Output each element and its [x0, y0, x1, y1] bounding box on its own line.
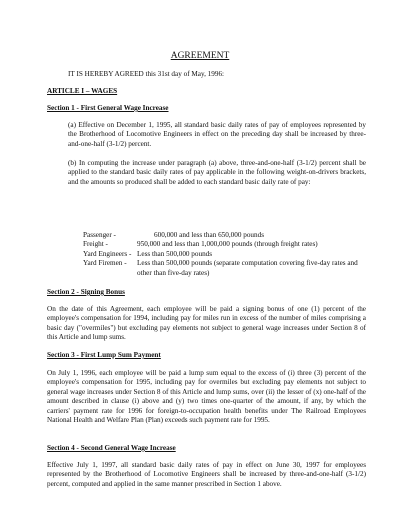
- weight-row-passenger: [83, 231, 373, 240]
- weight-label: Freight -: [83, 240, 108, 249]
- weight-value: Less than 500,000 pounds (separate computation covering five-day rates and other than five-day rates): [137, 259, 358, 277]
- intro-line: IT IS HEREBY AGREED this 31st day of May, 1996:: [68, 70, 225, 78]
- weight-row-yard-firemen: [83, 259, 373, 278]
- section-1-paragraph-b: (b) In computing the increase under paragraph (a) above, three-and-one-half (3-1/2) percent shall be applied to the standard basic daily rates of pay applicable in the following weight-on-drivers brackets, and the amounts so produced shall be added to each standard basic daily rate of pay:: [68, 159, 366, 186]
- section-4-paragraph: Effective July 1, 1997, all standard basic daily rates of pay in effect on June 30, 1997 for employees represented by the Brotherhood of Locomotive Engineers shall be increased by three-and-one-half (3-1/2) percent, computed and applied in the same manner prescribed in Section 1 above.: [47, 461, 366, 488]
- section-3-heading: Section 3 - First Lump Sum Payment: [47, 351, 161, 359]
- document-title: AGREEMENT: [170, 51, 230, 61]
- section-2-paragraph: On the date of this Agreement, each employee will be paid a signing bonus of one (1) percent of the employee's compensation for 1994, including pay for miles run in excess of the number of miles comprising a basic day ("overmiles") but excluding pay elements not subject to general wage increases under Section 8 of this Article and lump sums.: [47, 305, 366, 342]
- section-1-heading: Section 1 - First General Wage Increase: [47, 104, 169, 112]
- section-1-paragraph-a: (a) Effective on December 1, 1995, all standard basic daily rates of pay of employees represented by the Brotherhood of Locomotive Engineers in effect on the preceding day shall be increased by three-and-one-half (3-1/2) percent.: [68, 121, 366, 148]
- section-4-heading: Section 4 - Second General Wage Increase: [47, 444, 176, 452]
- weight-brackets: [83, 231, 373, 278]
- weight-value: 950,000 and less than 1,000,000 pounds (through freight rates): [137, 240, 318, 249]
- weight-value: 600,000 and less than 650,000 pounds: [154, 231, 265, 239]
- weight-label: Yard Engineers -: [83, 249, 132, 258]
- weight-label: Passenger -: [83, 231, 116, 239]
- weight-row-freight: [83, 240, 373, 249]
- section-2-heading: Section 2 - Signing Bonus: [47, 288, 125, 296]
- weight-value: Less than 500,000 pounds: [137, 249, 213, 258]
- weight-row-yard-engineers: [83, 250, 373, 259]
- weight-label: Yard Firemen -: [83, 259, 127, 268]
- article-heading: ARTICLE I – WAGES: [47, 87, 118, 95]
- section-3-paragraph: On July 1, 1996, each employee will be paid a lump sum equal to the excess of (i) three (3) percent of the employee's compensation for 1995, including pay for overmiles but excluding pay elements not subject to general wage increases under Section 8 of this Article and lump sums, over (ii) the lesser of (x) one-half of the amount described in clause (i) above and (y) two times one-quarter of the amount, if any, by which the carriers' payment rate for 1996 for foreign-to-occupation health benefits under The Railroad Employees National Health and Welfare Plan (Plan) exceeds such payment rate for 1995.: [47, 369, 366, 425]
